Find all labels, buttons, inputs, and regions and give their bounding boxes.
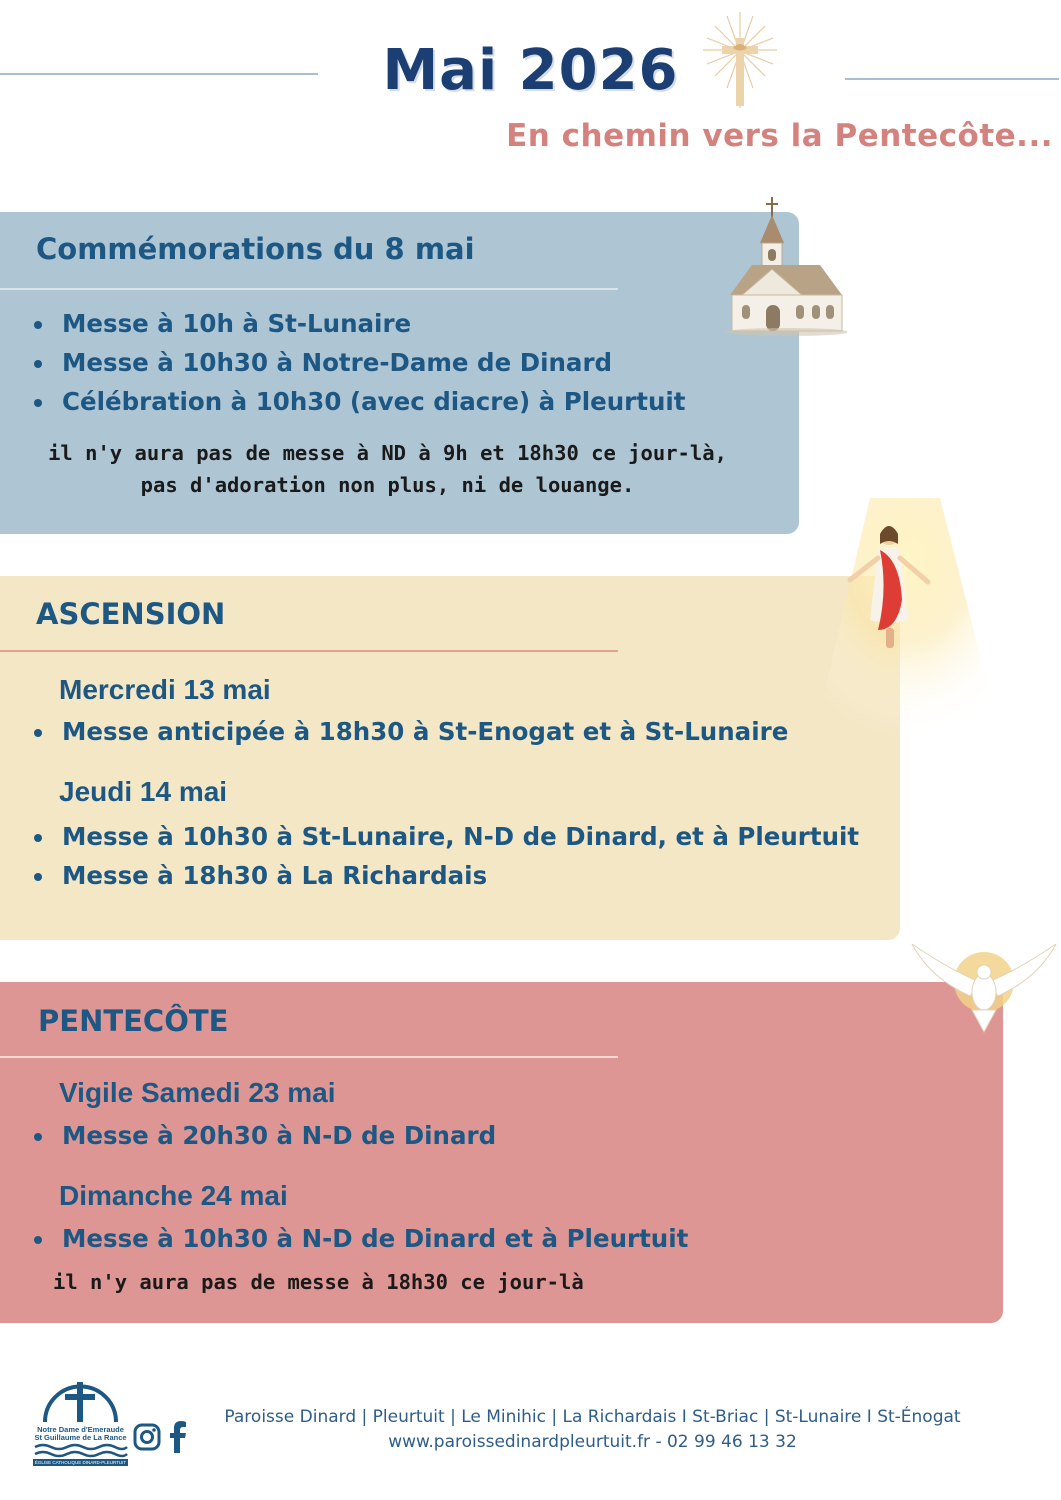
cross-logo-icon xyxy=(33,1376,128,1426)
commemorations-note xyxy=(0,437,775,501)
commemorations-rule xyxy=(0,288,618,290)
page-title: Mai 2026 xyxy=(382,38,679,103)
list-item: Messe à 18h30 à La Richardais xyxy=(32,859,859,898)
ascension-rule xyxy=(0,650,618,652)
page-subtitle: En chemin vers la Pentecôte... xyxy=(506,118,1053,154)
dove-icon xyxy=(908,938,1061,1036)
list-item: Messe à 10h30 à N-D de Dinard et à Pleurtuit xyxy=(32,1222,688,1261)
ascension-day2-list xyxy=(32,820,859,898)
footer-parishes: Paroisse Dinard | Pleurtuit | Le Minihic | La Richardais I St-Briac | St-Lunaire I St-Énogat xyxy=(224,1407,961,1427)
ascension-day1-list xyxy=(32,715,788,754)
pentecote-day2-list xyxy=(32,1222,688,1261)
pentecote-heading: PENTECÔTE xyxy=(38,1004,229,1038)
list-item: Messe à 10h30 à Notre-Dame de Dinard xyxy=(32,346,686,385)
commemorations-list xyxy=(32,307,686,424)
logo-text: Notre Dame d'Emeraude xyxy=(37,1425,124,1434)
logo-text: St Guillaume de La Rance xyxy=(34,1433,127,1442)
church-icon xyxy=(722,195,847,337)
footer-info xyxy=(200,1405,985,1455)
list-item: Messe à 10h30 à St-Lunaire, N-D de Dinard, et à Pleurtuit xyxy=(32,820,859,859)
parish-logo xyxy=(33,1376,128,1466)
waves-logo-icon xyxy=(33,1443,128,1459)
note-line: il n'y aura pas de messe à ND à 9h et 18h30 ce jour-là, xyxy=(48,441,727,465)
pentecote-note: il n'y aura pas de messe à 18h30 ce jour-là xyxy=(53,1270,584,1294)
pentecote-day1-list xyxy=(32,1119,496,1158)
list-item: Messe à 20h30 à N-D de Dinard xyxy=(32,1119,496,1158)
risen-christ-icon xyxy=(800,488,1012,760)
list-item: Messe anticipée à 18h30 à St-Enogat et à St-Lunaire xyxy=(32,715,788,754)
instagram-icon[interactable] xyxy=(133,1423,161,1451)
pentecote-rule xyxy=(0,1056,618,1058)
ascension-heading: ASCENSION xyxy=(36,597,226,631)
ascension-day1: Mercredi 13 mai xyxy=(59,674,271,705)
pentecote-day1: Vigile Samedi 23 mai xyxy=(59,1077,336,1108)
list-item: Messe à 10h à St-Lunaire xyxy=(32,307,686,346)
commemorations-heading: Commémorations du 8 mai xyxy=(36,232,475,266)
footer-contact: www.paroissedinardpleurtuit.fr - 02 99 46 13 32 xyxy=(388,1432,797,1452)
logo-tagline: ÉGLISE CATHOLIQUE DINARD-PLEURTUIT xyxy=(34,1460,127,1465)
ascension-day2: Jeudi 14 mai xyxy=(59,776,228,807)
pentecote-day2: Dimanche 24 mai xyxy=(59,1180,288,1211)
note-line: pas d'adoration non plus, ni de louange. xyxy=(140,473,635,497)
radiant-cross-icon xyxy=(695,8,785,112)
list-item: Célébration à 10h30 (avec diacre) à Pleurtuit xyxy=(32,385,686,424)
facebook-icon[interactable] xyxy=(168,1421,188,1453)
